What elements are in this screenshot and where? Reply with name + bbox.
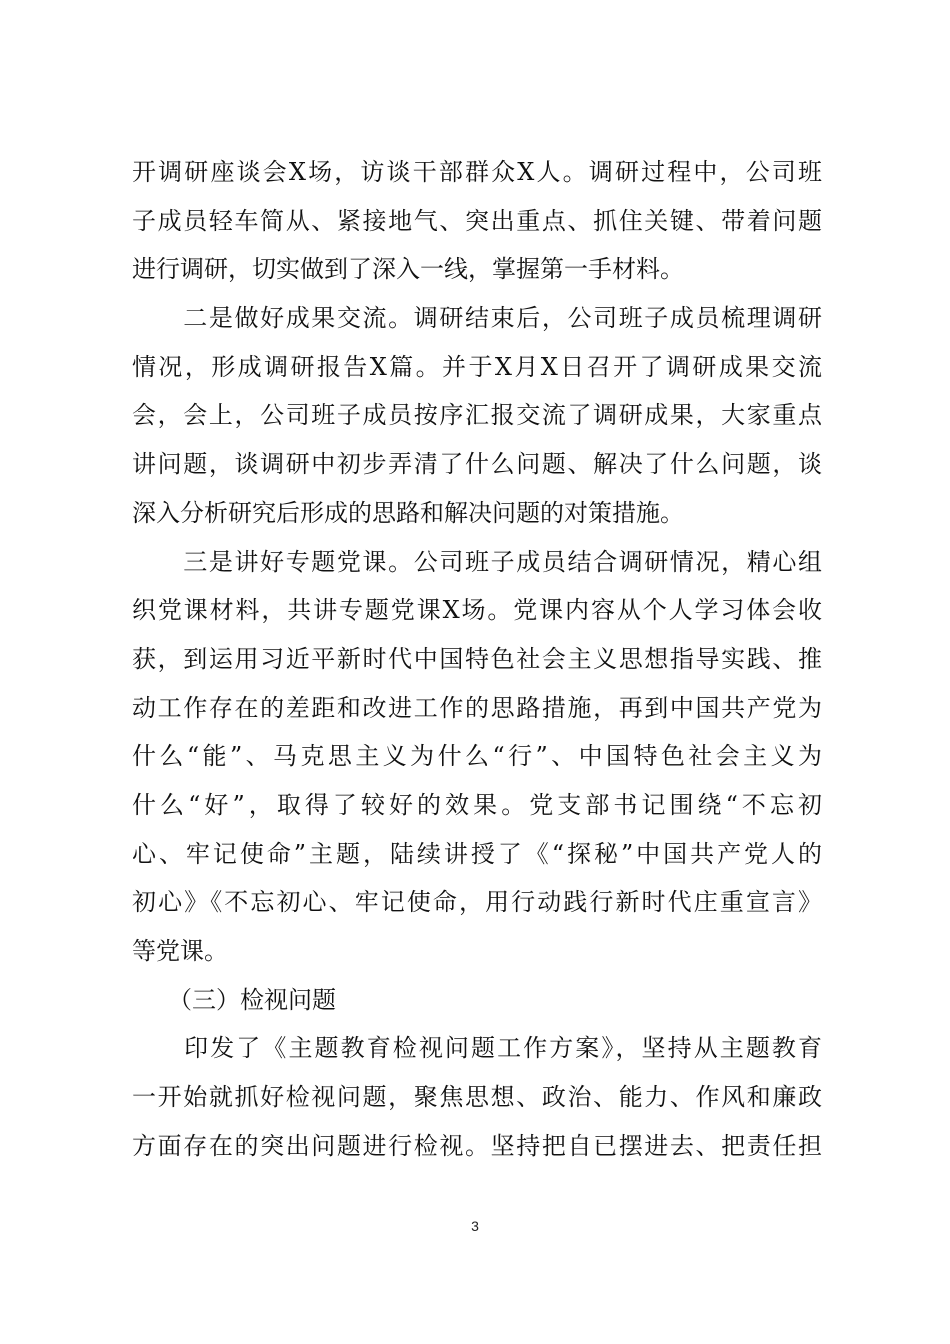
text-line: 印发了《主题教育检视问题工作方案》，坚持从主题教育 bbox=[132, 1034, 822, 1063]
page-number: 3 bbox=[471, 1218, 479, 1234]
text-line: 一开始就抓好检视问题，聚焦思想、政治、能力、作风和廉政 bbox=[132, 1083, 822, 1112]
text-line: 等党课。 bbox=[132, 937, 228, 965]
text-line: 子成员轻车简从、紧接地气、突出重点、抓住关键、带着问题 bbox=[132, 206, 822, 235]
text-line: 情况，形成调研报告X篇。并于X月X日召开了调研成果交流 bbox=[132, 352, 822, 381]
text-line: 初心》《不忘初心、牢记使命，用行动践行新时代庄重宣言》 bbox=[132, 888, 822, 917]
body-text bbox=[132, 148, 822, 1170]
text-line: 深入分析研究后形成的思路和解决问题的对策措施。 bbox=[132, 498, 684, 527]
text-line: 什么“好”，取得了较好的效果。党支部书记围绕“不忘初 bbox=[132, 790, 822, 819]
text-line: 进行调研，切实做到了深入一线，掌握第一手材料。 bbox=[132, 255, 684, 284]
text-line: 讲问题，谈调研中初步弄清了什么问题、解决了什么问题，谈 bbox=[132, 450, 822, 479]
text-line: 三是讲好专题党课。公司班子成员结合调研情况，精心组 bbox=[132, 547, 822, 576]
text-line: 心、牢记使命”主题，陆续讲授了《“探秘”中国共产党人的 bbox=[132, 839, 822, 868]
text-line: 什么“能”、马克思主义为什么“行”、中国特色社会主义为 bbox=[132, 742, 822, 771]
text-line: 二是做好成果交流。调研结束后，公司班子成员梳理调研 bbox=[132, 304, 822, 333]
text-line: 会，会上，公司班子成员按序汇报交流了调研成果，大家重点 bbox=[132, 401, 822, 430]
text-line: （三）检视问题 bbox=[132, 985, 336, 1014]
text-line: 织党课材料，共讲专题党课X场。党课内容从个人学习体会收 bbox=[132, 596, 822, 625]
text-line: 开调研座谈会X场，访谈干部群众X人。调研过程中，公司班 bbox=[132, 158, 822, 186]
text-line: 动工作存在的差距和改进工作的思路措施，再到中国共产党为 bbox=[132, 693, 822, 722]
text-line: 获，到运用习近平新时代中国特色社会主义思想指导实践、推 bbox=[132, 644, 822, 673]
text-line: 方面存在的突出问题进行检视。坚持把自已摆进去、把责任担 bbox=[132, 1131, 822, 1160]
